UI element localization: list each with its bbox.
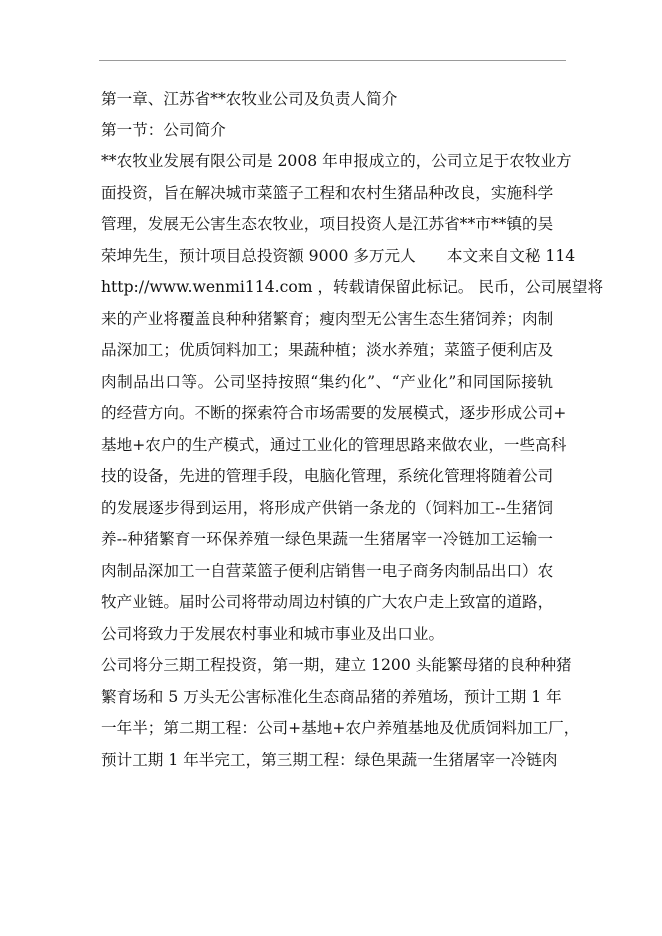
- text-line: http://www.wenmi114.com ，转载请保留此标记。 民币，公司展望将: [101, 278, 604, 296]
- text-line: 来的产业将覆盖良种种猪繁育；瘦肉型无公害生态生猪饲养；肉制: [101, 309, 554, 328]
- text-line: 基地+农户的生产模式，通过工业化的管理思路来做农业，一些高科: [101, 435, 567, 454]
- header-rule: [99, 60, 566, 61]
- text-line: 公司将致力于发展农村事业和城市事业及出口业。: [101, 624, 445, 643]
- paragraph-company-intro: [101, 146, 604, 650]
- paragraph-investment-phases: [101, 650, 580, 776]
- chapter-title: 第一章、江苏省**农牧业公司及负责人简介: [101, 90, 398, 108]
- text-line: 公司将分三期工程投资，第一期，建立 1200 头能繁母猪的良种种猪: [101, 656, 572, 674]
- text-line: 的经营方向。不断的探索符合市场需要的发展模式，逐步形成公司+: [101, 404, 567, 422]
- section-title: 第一节：公司简介: [101, 121, 226, 139]
- text-line: 养--种猪繁育一环保养殖一绿色果蔬一生猪屠宰一冷链加工运输一: [101, 530, 553, 548]
- text-line: 一年半；第二期工程：公司+基地+农户养殖基地及优质饲料加工厂，: [101, 719, 580, 737]
- text-line: 管理，发展无公害生态农牧业，项目投资人是江苏省**市**镇的吴: [101, 215, 554, 233]
- text-line: 牧产业链。届时公司将带动周边村镇的广大农户走上致富的道路，: [101, 593, 554, 611]
- text-line: **农牧业发展有限公司是 2008 年申报成立的，公司立足于农牧业方: [101, 152, 572, 170]
- text-line: 品深加工；优质饲料加工；果蔬种植；淡水养殖；菜篮子便利店及: [101, 341, 554, 359]
- text-line: 预计工期 1 年半完工，第三期工程：绿色果蔬一生猪屠宰一冷链肉: [101, 750, 558, 769]
- text-line: 面投资，旨在解决城市菜篮子工程和农村生猪品种改良，实施科学: [101, 183, 554, 202]
- text-line: 荣坤先生，预计项目总投资额 9000 多万元人 本文来自文秘 114: [101, 246, 576, 265]
- text-line: 肉制品出口等。公司坚持按照“集约化”、“产业化”和同国际接轨: [101, 372, 553, 391]
- text-line: 技的设备，先进的管理手段，电脑化管理，系统化管理将随着公司: [101, 467, 554, 485]
- text-line: 繁育场和 5 万头无公害标准化生态商品猪的养殖场，预计工期 1 年: [101, 687, 562, 706]
- document-page: [101, 84, 604, 776]
- text-line: 肉制品深加工一自营菜篮子便利店销售一电子商务肉制品出口）农: [101, 561, 554, 580]
- text-line: 的发展逐步得到运用，将形成产供销一条龙的（饲料加工--生猪饲: [101, 498, 553, 517]
